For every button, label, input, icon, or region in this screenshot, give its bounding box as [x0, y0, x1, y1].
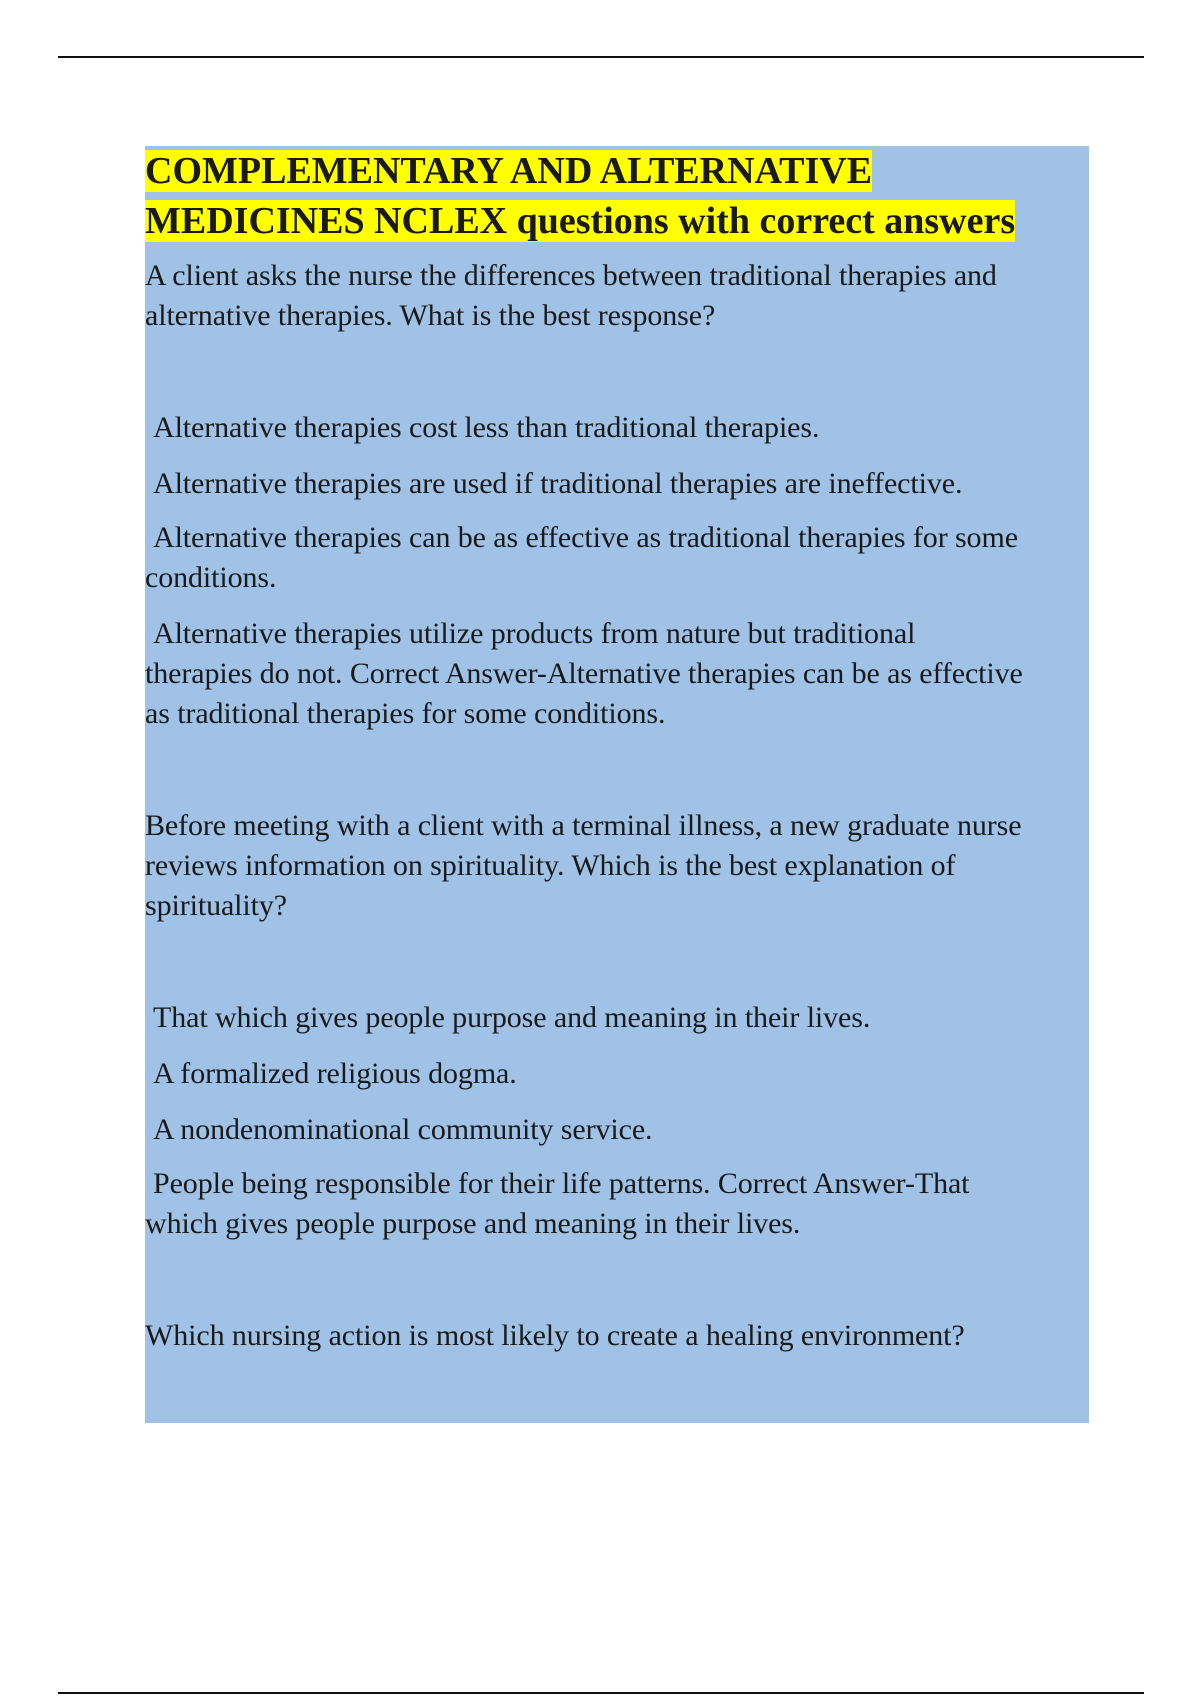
title-line-1: COMPLEMENTARY AND ALTERNATIVE: [145, 150, 873, 192]
question-2-stem: Before meeting with a client with a terminal illness, a new graduate nurse reviews information on spirituality. Which is the best explanation of spirituality?: [145, 809, 1022, 922]
question-2-option-c: A nondenominational community service.: [153, 1113, 653, 1146]
bottom-rule: [58, 1692, 1144, 1694]
question-1-option-d: [145, 614, 1025, 734]
question-2-option-d-text: People being responsible for their life patterns. Correct Answer-That which gives people purpose and meaning in their lives.: [145, 1167, 970, 1240]
question-1-option-c-text: Alternative therapies can be as effective as traditional therapies for some conditions.: [145, 521, 1018, 594]
document-title: [145, 146, 1089, 246]
question-1-stem: A client asks the nurse the differences between traditional therapies and alternative therapies. What is the best response?: [145, 259, 997, 332]
question-1-option-b: Alternative therapies are used if traditional therapies are ineffective.: [153, 467, 963, 500]
question-2-option-b: A formalized religious dogma.: [153, 1057, 517, 1090]
title-line-2: MEDICINES NCLEX questions with correct answers: [145, 200, 1016, 242]
top-rule: [58, 56, 1144, 58]
question-1-option-a: Alternative therapies cost less than traditional therapies.: [153, 411, 820, 444]
question-2-option-d: [145, 1164, 1045, 1244]
question-3-stem: Which nursing action is most likely to create a healing environment?: [145, 1319, 965, 1352]
question-2-option-a: That which gives people purpose and meaning in their lives.: [153, 1001, 871, 1034]
document-content: [145, 146, 1089, 1423]
question-1-option-d-text: Alternative therapies utilize products from nature but traditional therapies do not. Correct Answer-Alternative therapies can be as effective as traditional therapies for some conditions.: [145, 617, 1023, 730]
question-1-option-c: [145, 518, 1025, 598]
